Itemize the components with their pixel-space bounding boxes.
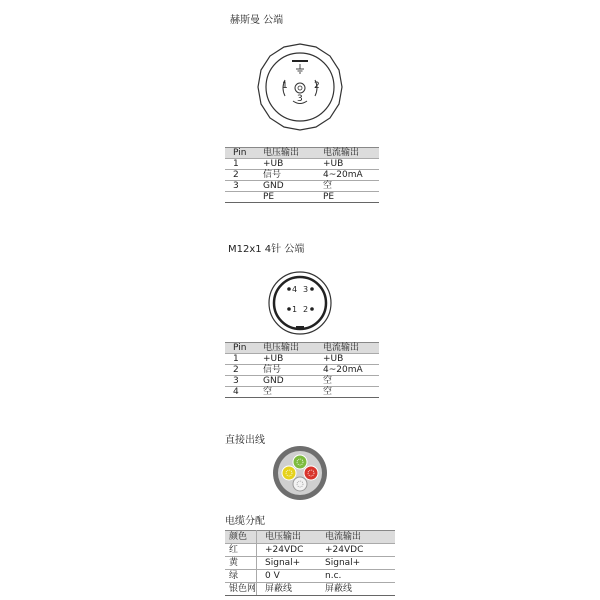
table-header-cell: Pin bbox=[225, 148, 255, 159]
m12-pin-1 bbox=[287, 307, 291, 311]
table-header-cell: 颜色 bbox=[225, 531, 257, 544]
hirschmann-pin-table bbox=[225, 147, 379, 203]
table-cell: +24VDC bbox=[257, 544, 318, 557]
hirschmann-inner-ring bbox=[266, 53, 334, 121]
table-cell: +24VDC bbox=[317, 544, 395, 557]
table-cell: n.c. bbox=[317, 570, 395, 583]
m12-pin-label-4: 4 bbox=[292, 285, 298, 294]
wire-yellow bbox=[282, 466, 296, 480]
cable-cross-section-diagram bbox=[271, 444, 329, 502]
table-cell: 黄 bbox=[225, 557, 257, 570]
table-cell: 屏蔽线 bbox=[317, 583, 395, 596]
table-header-cell: 电压输出 bbox=[257, 531, 318, 544]
pin-label-2: 2 bbox=[314, 81, 320, 91]
m12-pin-table bbox=[225, 342, 379, 398]
table-cell: 3 bbox=[225, 376, 255, 387]
wire-green bbox=[293, 455, 307, 469]
table-cell: 4~20mA bbox=[315, 170, 379, 181]
hirschmann-connector-diagram bbox=[255, 42, 345, 132]
table-cell: +UB bbox=[255, 354, 315, 365]
table-cell: +UB bbox=[315, 354, 379, 365]
table-row bbox=[225, 354, 379, 365]
table-cell: 信号 bbox=[255, 365, 315, 376]
m12-pin-2 bbox=[310, 307, 314, 311]
table-cell: 屏蔽线 bbox=[257, 583, 318, 596]
table-cell: 空 bbox=[315, 387, 379, 398]
table-cell: +UB bbox=[315, 159, 379, 170]
table-row bbox=[225, 365, 379, 376]
table-row bbox=[225, 159, 379, 170]
table-cell: 1 bbox=[225, 354, 255, 365]
table-header-cell: 电流输出 bbox=[315, 148, 379, 159]
wire-red bbox=[304, 466, 318, 480]
table-header-cell: Pin bbox=[225, 343, 255, 354]
table-header-cell: 电压输出 bbox=[255, 148, 315, 159]
table-cell: Signal+ bbox=[317, 557, 395, 570]
hirschmann-outer-body bbox=[258, 44, 342, 130]
table-row bbox=[225, 557, 395, 570]
table-row bbox=[225, 544, 395, 557]
table-cell: GND bbox=[255, 376, 315, 387]
m12-inner-ring bbox=[274, 277, 326, 329]
table-cell: GND bbox=[255, 181, 315, 192]
m12-outer-ring bbox=[269, 272, 331, 334]
table-cell: 4 bbox=[225, 387, 255, 398]
center-contact bbox=[295, 83, 305, 93]
table-header-cell: 电流输出 bbox=[315, 343, 379, 354]
table-cell: 银色网 bbox=[225, 583, 257, 596]
table-cell: 空 bbox=[315, 181, 379, 192]
table-cell: 空 bbox=[315, 376, 379, 387]
table-cell: 2 bbox=[225, 365, 255, 376]
wire-white bbox=[293, 477, 307, 491]
table-row bbox=[225, 387, 379, 398]
table-cell: PE bbox=[315, 192, 379, 203]
ground-icon bbox=[296, 64, 304, 73]
table-row bbox=[225, 170, 379, 181]
m12-pin-3 bbox=[310, 287, 314, 291]
m12-connector-diagram bbox=[267, 270, 333, 336]
table-cell: PE bbox=[255, 192, 315, 203]
table-row bbox=[225, 181, 379, 192]
table-row bbox=[225, 583, 395, 596]
table-cell: Signal+ bbox=[257, 557, 318, 570]
table-cell: 0 V bbox=[257, 570, 318, 583]
pin-label-1: 1 bbox=[282, 81, 288, 91]
hirschmann-key-bar bbox=[292, 60, 308, 62]
table-cell: 4~20mA bbox=[315, 365, 379, 376]
table-cell: 1 bbox=[225, 159, 255, 170]
table-cell: +UB bbox=[255, 159, 315, 170]
m12-key-notch bbox=[296, 326, 304, 330]
table-cell: 2 bbox=[225, 170, 255, 181]
table-cell: 红 bbox=[225, 544, 257, 557]
cable-assignment-table bbox=[225, 530, 395, 596]
table-header-row bbox=[225, 148, 379, 159]
table-cell: 空 bbox=[255, 387, 315, 398]
table-row bbox=[225, 570, 395, 583]
table-row bbox=[225, 192, 379, 203]
m12-pin-label-3: 3 bbox=[303, 285, 309, 294]
table-header-row bbox=[225, 531, 395, 544]
table-cell bbox=[225, 192, 255, 203]
table-cell: 3 bbox=[225, 181, 255, 192]
table-row bbox=[225, 376, 379, 387]
m12-pin-4 bbox=[287, 287, 291, 291]
m12-title: M12x1 4针 公端 bbox=[228, 244, 305, 255]
pin-label-3: 3 bbox=[297, 94, 303, 104]
m12-pin-label-2: 2 bbox=[303, 305, 309, 314]
table-cell: 信号 bbox=[255, 170, 315, 181]
m12-pin-label-1: 1 bbox=[292, 305, 298, 314]
table-header-cell: 电流输出 bbox=[317, 531, 395, 544]
cable-title: 电缆分配 bbox=[225, 516, 265, 527]
table-header-cell: 电压输出 bbox=[255, 343, 315, 354]
table-cell: 绿 bbox=[225, 570, 257, 583]
table-header-row bbox=[225, 343, 379, 354]
direct-title: 直接出线 bbox=[225, 435, 265, 446]
hirschmann-title: 赫斯曼 公端 bbox=[230, 15, 284, 26]
